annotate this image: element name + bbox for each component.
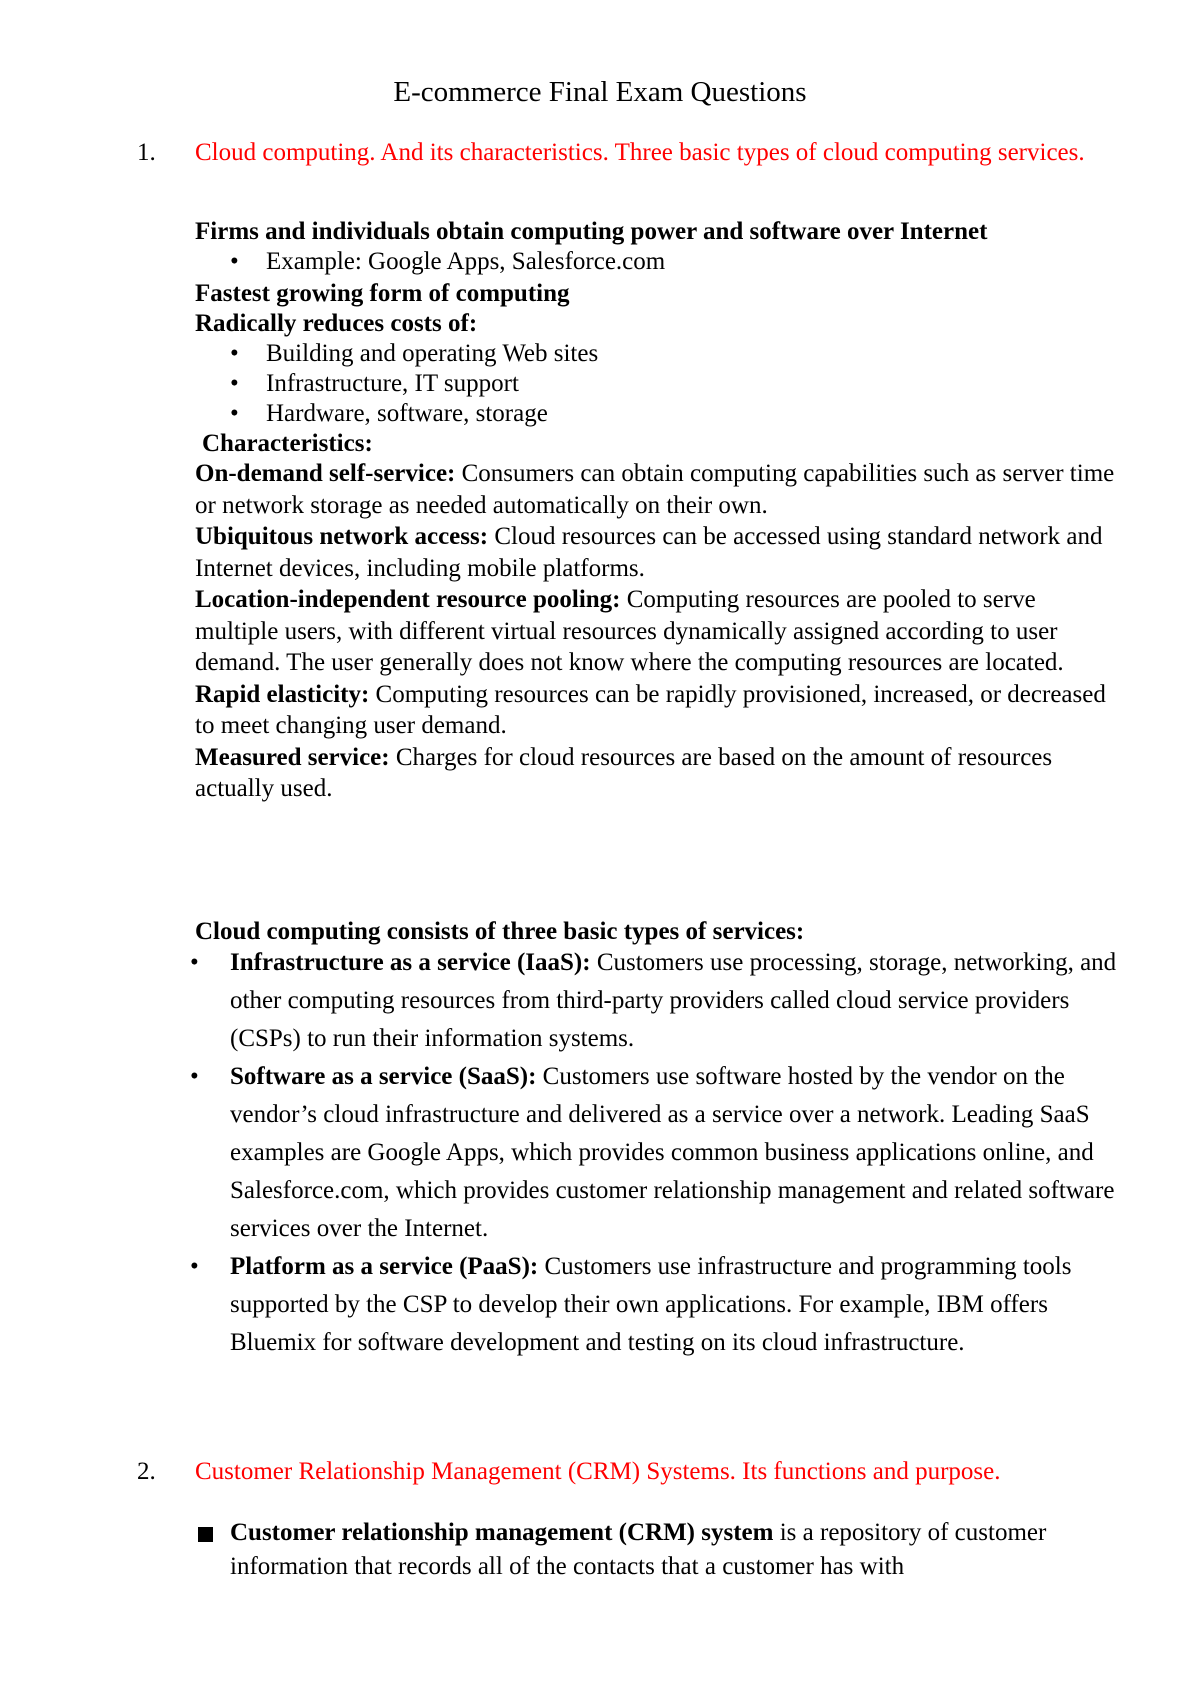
bullet-icon: • xyxy=(230,370,239,397)
service-type-text xyxy=(230,944,1135,1058)
service-type-term: Platform as a service (PaaS): xyxy=(230,1253,539,1280)
characteristic-desc: Computing resources are pooled to serve multiple users, with different virtual resources dynamically assigned according to user demand. The user generally does not know where the computing resources are located. xyxy=(195,586,1064,676)
characteristic-desc: Charges for cloud resources are based on the amount of resources actually used. xyxy=(195,743,1053,802)
service-type-desc: Customers use software hosted by the vendor on the vendor’s cloud infrastructure and delivered as a service over a network. Leading SaaS examples are Google Apps, which provides common business applications online, and Salesforce.com, which provides customer relationship management and related software services over the Internet. xyxy=(230,1063,1115,1242)
question-1-text: Cloud computing. And its characteristics. Three basic types of cloud computing services. xyxy=(195,139,1085,166)
characteristic-desc: Computing resources can be rapidly provisioned, increased, or decreased to meet changing user demand. xyxy=(195,680,1106,739)
question-2-number: 2. xyxy=(137,1458,156,1485)
characteristic-item xyxy=(195,679,1120,742)
cost-item-text: Building and operating Web sites xyxy=(266,340,599,367)
reduces-costs-text: Radically reduces costs of: xyxy=(195,310,478,337)
characteristic-term: Ubiquitous network access: xyxy=(195,523,489,550)
cost-item-text: Infrastructure, IT support xyxy=(266,370,519,397)
question-2-text: Customer Relationship Management (CRM) Systems. Its functions and purpose. xyxy=(195,1458,1001,1485)
service-type-text xyxy=(230,1248,1135,1362)
bullet-icon: • xyxy=(230,340,239,367)
bullet-icon: • xyxy=(190,1063,199,1090)
reduces-costs xyxy=(195,308,1130,340)
crm-definition xyxy=(230,1516,1130,1584)
bullet-icon: • xyxy=(190,1253,199,1280)
service-type-desc: Customers use processing, storage, networking, and other computing resources from third-party providers called cloud service providers (CSPs) to run their information systems. xyxy=(230,949,1117,1052)
cloud-intro xyxy=(195,216,1130,248)
service-type-desc: Customers use infrastructure and programming tools supported by the CSP to develop their own applications. For example, IBM offers Bluemix for software development and testing on its cloud infrastructure. xyxy=(230,1253,1072,1356)
service-type-term: Infrastructure as a service (IaaS): xyxy=(230,949,591,976)
example-text: Example: Google Apps, Salesforce.com xyxy=(266,248,666,275)
crm-desc: is a repository of customer information that records all of the contacts that a customer has with xyxy=(230,1519,1047,1580)
characteristic-term: On-demand self-service: xyxy=(195,460,456,487)
cloud-intro-text: Firms and individuals obtain computing power and software over Internet xyxy=(195,218,988,245)
characteristic-desc: Consumers can obtain computing capabilities such as server time or network storage as needed automatically on their own. xyxy=(195,460,1115,519)
characteristics-heading-text: Characteristics: xyxy=(202,430,373,457)
characteristic-item xyxy=(195,458,1120,521)
fastest-growing xyxy=(195,278,1130,310)
crm-term: Customer relationship management (CRM) system xyxy=(230,1519,774,1546)
question-1-number: 1. xyxy=(137,139,156,166)
service-type-text xyxy=(230,1058,1135,1248)
cost-item-text: Hardware, software, storage xyxy=(266,400,548,427)
characteristics-heading xyxy=(202,428,1137,460)
characteristic-item xyxy=(195,584,1120,679)
service-type-term: Software as a service (SaaS): xyxy=(230,1063,537,1090)
bullet-icon: • xyxy=(230,400,239,427)
characteristic-term: Location-independent resource pooling: xyxy=(195,586,621,613)
characteristic-term: Rapid elasticity: xyxy=(195,680,370,708)
page-title: E-commerce Final Exam Questions xyxy=(393,76,807,108)
characteristic-desc: Cloud resources can be accessed using standard network and Internet devices, including mobile platforms. xyxy=(195,523,1103,582)
service-types-heading-text: Cloud computing consists of three basic types of services: xyxy=(195,918,805,945)
square-bullet-icon xyxy=(198,1527,213,1542)
bullet-icon: • xyxy=(230,248,239,275)
characteristics-list xyxy=(195,458,1120,805)
characteristic-term: Measured service: xyxy=(195,743,390,771)
bullet-icon: • xyxy=(190,949,199,976)
characteristic-item xyxy=(195,521,1120,584)
characteristic-item xyxy=(195,742,1120,805)
fastest-growing-text: Fastest growing form of computing xyxy=(195,280,570,307)
